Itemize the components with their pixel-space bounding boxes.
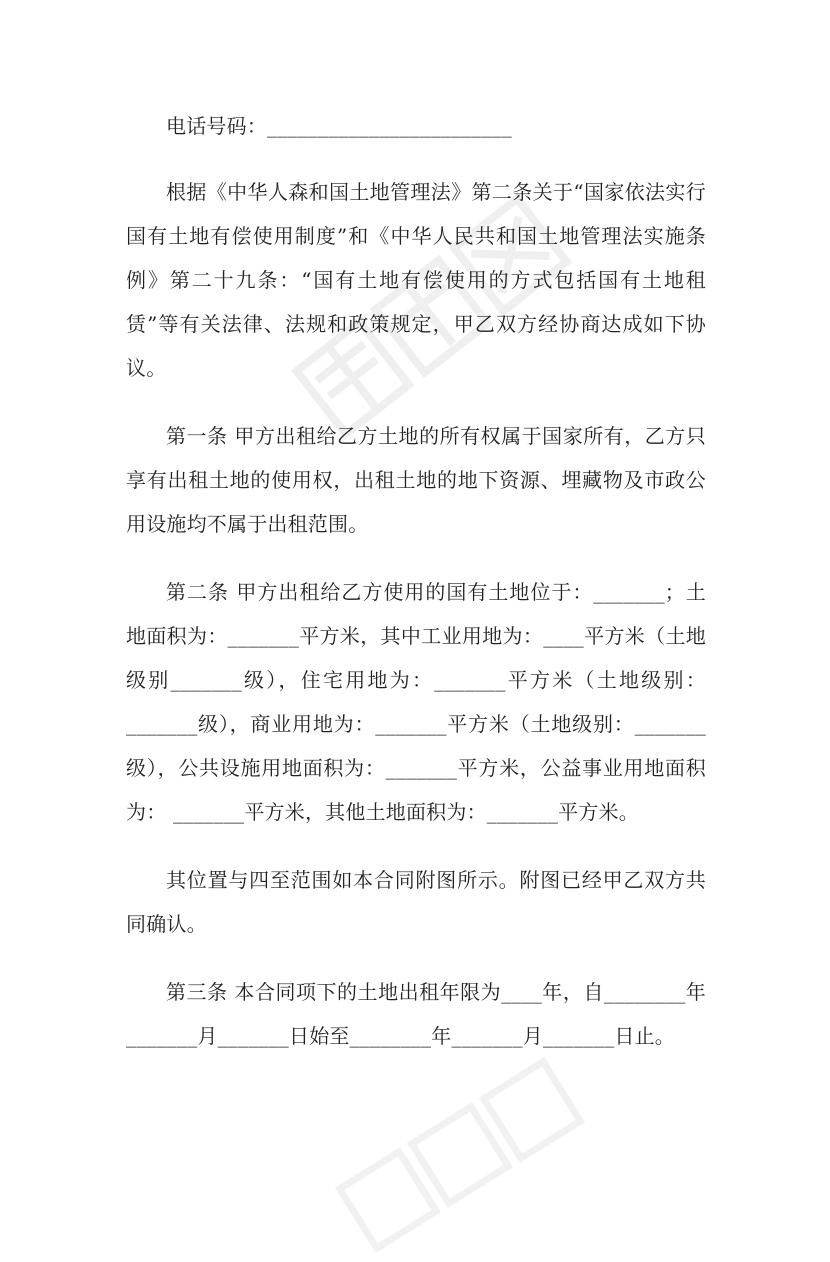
phone-number-line: 电话号码：________________________ [166,114,512,138]
article-one: 第一条 甲方出租给乙方土地的所有权属于国家所有，乙方只享有出租土地的使用权，出租土地的地下资源、埋藏物及市政公用设施均不属于出租范围。 [126,424,706,536]
article-three: 第三条 本合同项下的土地出租年限为____年，自________年_______月_______日始至________年_______月_______日止。 [126,980,706,1048]
article-two: 第二条 甲方出租给乙方使用的国有土地位于：_______；土地面积为：_______平方米，其中工业用地为：____平方米（土地级别_______级），住宅用地为：_______平方米（土地级别：_______级），商业用地为：_______平方米（土地级别：_______级），公共设施用地面积为：_______平方米，公益事业用地面积为： _______平方米，其他土地面积为：_______平方米。 [126,580,706,824]
contract-preamble: 根据《中华人森和国土地管理法》第二条关于“国家依法实行国有土地有偿使用制度”和《中华人民共和国土地管理法实施条例》第二十九条：“国有土地有偿使用的方式包括国有土地租赁”等有关法律、法规和政策规定，甲乙双方经协商达成如下协议。 [126,180,706,380]
location-description: 其位置与四至范围如本合同附图所示。附图已经甲乙双方共同确认。 [126,868,706,936]
contract-content [126,104,706,1082]
